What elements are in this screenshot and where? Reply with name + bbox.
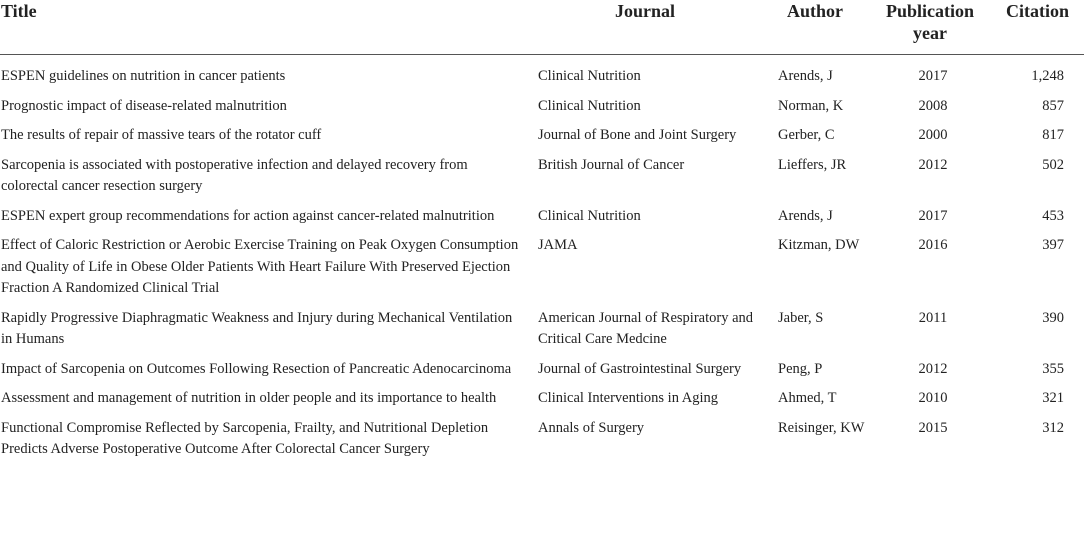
cell-year: 2011 xyxy=(918,309,948,326)
cell-author: Ahmed, T xyxy=(778,390,837,406)
cell-year: 2010 xyxy=(918,390,948,406)
table-header-row xyxy=(0,0,1084,55)
cell-title: Impact of Sarcopenia on Outcomes Following Resection of Pancreatic Adenocarcinoma xyxy=(1,360,512,377)
cell-author: Norman, K xyxy=(778,97,844,114)
cell-title: ESPEN expert group recommendations for action against cancer-related malnutrition xyxy=(1,207,495,224)
header-author: Author xyxy=(777,0,875,55)
cell-journal: American Journal of Respiratory and Critical Care Medcine xyxy=(538,309,754,347)
cell-year: 2012 xyxy=(918,360,948,377)
cell-title: Assessment and management of nutrition in older people and its importance to health xyxy=(1,390,497,406)
cell-title: The results of repair of massive tears of the rotator cuff xyxy=(1,127,322,143)
cell-citation: 1,248 xyxy=(1031,68,1064,84)
cell-author: Arends, J xyxy=(778,68,833,84)
cell-citation: 817 xyxy=(1042,127,1064,143)
cell-citation: 502 xyxy=(1042,156,1064,173)
cell-journal: Journal of Gastrointestinal Surgery xyxy=(538,360,742,377)
cell-title: ESPEN guidelines on nutrition in cancer patients xyxy=(1,68,286,84)
cell-journal: Clinical Nutrition xyxy=(538,207,641,224)
cell-citation: 453 xyxy=(1042,207,1064,224)
cell-title: Sarcopenia is associated with postoperative infection and delayed recovery from colorectal cancer resection surgery xyxy=(1,156,468,194)
cell-citation: 312 xyxy=(1042,419,1064,436)
table-row xyxy=(0,155,1084,206)
cell-year: 2015 xyxy=(918,419,948,436)
cell-author: Gerber, C xyxy=(778,127,835,143)
cell-author: Peng, P xyxy=(778,360,823,377)
cell-title: Prognostic impact of disease-related malnutrition xyxy=(1,97,287,114)
header-title: Title xyxy=(0,0,537,55)
cell-year: 2017 xyxy=(918,68,948,84)
header-journal: Journal xyxy=(537,0,777,55)
cell-year: 2016 xyxy=(918,237,948,253)
cell-citation: 390 xyxy=(1042,309,1064,326)
cell-year: 2000 xyxy=(918,127,948,143)
cell-author: Lieffers, JR xyxy=(778,156,847,173)
table-row xyxy=(0,96,1084,126)
cell-journal: Clinical Interventions in Aging xyxy=(538,390,719,406)
table-row xyxy=(0,235,1084,308)
header-citation: Citation xyxy=(985,0,1084,55)
table-row xyxy=(0,125,1084,155)
cell-citation: 857 xyxy=(1042,97,1064,114)
table-row xyxy=(0,418,1084,469)
header-publication-year: Publication year xyxy=(875,0,985,55)
cell-title: Functional Compromise Reflected by Sarcopenia, Frailty, and Nutritional Depletion Predicts Adverse Postoperative Outcome After Colorectal Cancer Surgery xyxy=(1,419,489,457)
cell-title: Rapidly Progressive Diaphragmatic Weakness and Injury during Mechanical Ventilation in Humans xyxy=(1,309,513,347)
cell-author: Jaber, S xyxy=(778,309,824,326)
cell-year: 2017 xyxy=(918,207,948,224)
cell-journal: Annals of Surgery xyxy=(538,419,645,436)
cell-citation: 355 xyxy=(1042,360,1064,377)
cell-year: 2012 xyxy=(918,156,948,173)
table-row xyxy=(0,388,1084,418)
cell-author: Reisinger, KW xyxy=(778,419,865,436)
cell-journal: JAMA xyxy=(538,237,578,253)
table-row xyxy=(0,206,1084,236)
cell-year: 2008 xyxy=(918,97,948,114)
cell-citation: 397 xyxy=(1042,237,1064,253)
cell-title: Effect of Caloric Restriction or Aerobic Exercise Training on Peak Oxygen Consumption and Quality of Life in Obese Older Patients With Heart Failure With Preserved Ejection Fraction A Randomized Clinical Trial xyxy=(1,237,519,296)
cell-citation: 321 xyxy=(1042,390,1064,406)
cell-author: Arends, J xyxy=(778,207,833,224)
table-row xyxy=(0,359,1084,389)
cell-author: Kitzman, DW xyxy=(778,237,860,253)
table-row xyxy=(0,55,1084,96)
cell-journal: Clinical Nutrition xyxy=(538,68,641,84)
table-row xyxy=(0,308,1084,359)
cell-journal: Journal of Bone and Joint Surgery xyxy=(538,127,737,143)
cell-journal: British Journal of Cancer xyxy=(538,156,685,173)
cell-journal: Clinical Nutrition xyxy=(538,97,641,114)
